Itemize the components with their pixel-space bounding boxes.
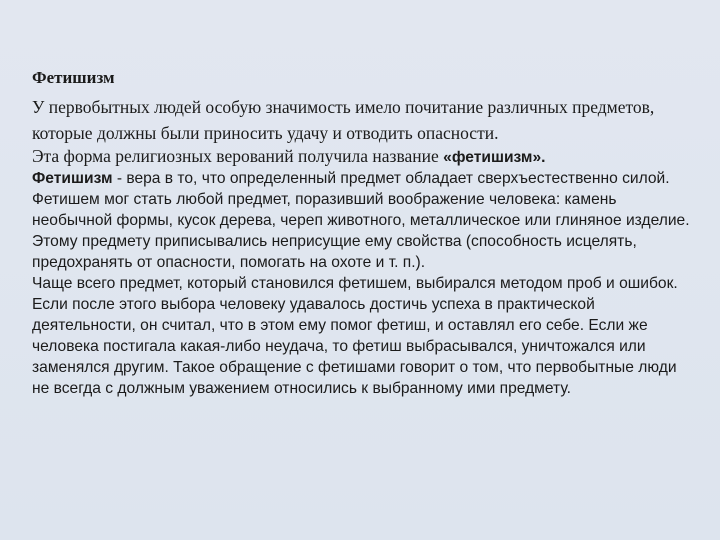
term-intro-text: Эта форма религиозных верований получила название — [32, 146, 444, 166]
slide-content — [32, 66, 692, 399]
term-highlight: фетишизм — [451, 149, 533, 166]
quote-close: ». — [532, 149, 546, 166]
quote-open: « — [443, 149, 452, 166]
selection-paragraph: Чаще всего предмет, который становился фетишем, выбирался методом проб и ошибок. Если после этого выбора человеку удавалось достичь успеха в практической деятельности, он считал, что в этом ему помог фетиш, и оставлял его себе. Если же человека постигала какая-либо неудача, то фетиш выбрасывался, уничтожался или заменялся другим. Такое обращение с фетишами говорит о том, что первобытные люди не всегда с должным уважением относились к выбранному ими предмету. — [32, 275, 678, 397]
definition-term: Фетишизм — [32, 170, 113, 187]
intro-paragraph: У первобытных людей особую значимость имело почитание различных предметов, которые должны были приносить удачу и отводить опасности. — [32, 97, 655, 143]
definition-text: - вера в то, что определенный предмет обладает сверхъестественно силой. — [112, 170, 670, 187]
slide-title: Фетишизм — [32, 68, 115, 87]
examples-paragraph: Фетишем мог стать любой предмет, поразивший воображение человека: камень необычной формы, кусок дерева, череп животного, металлическое или глиняное изделие. Этому предмету приписывались неприсущие ему свойства (способность исцелять, предохранять от опасности, помогать на охоте и т. п.). — [32, 191, 690, 271]
term-paragraph — [32, 146, 692, 189]
